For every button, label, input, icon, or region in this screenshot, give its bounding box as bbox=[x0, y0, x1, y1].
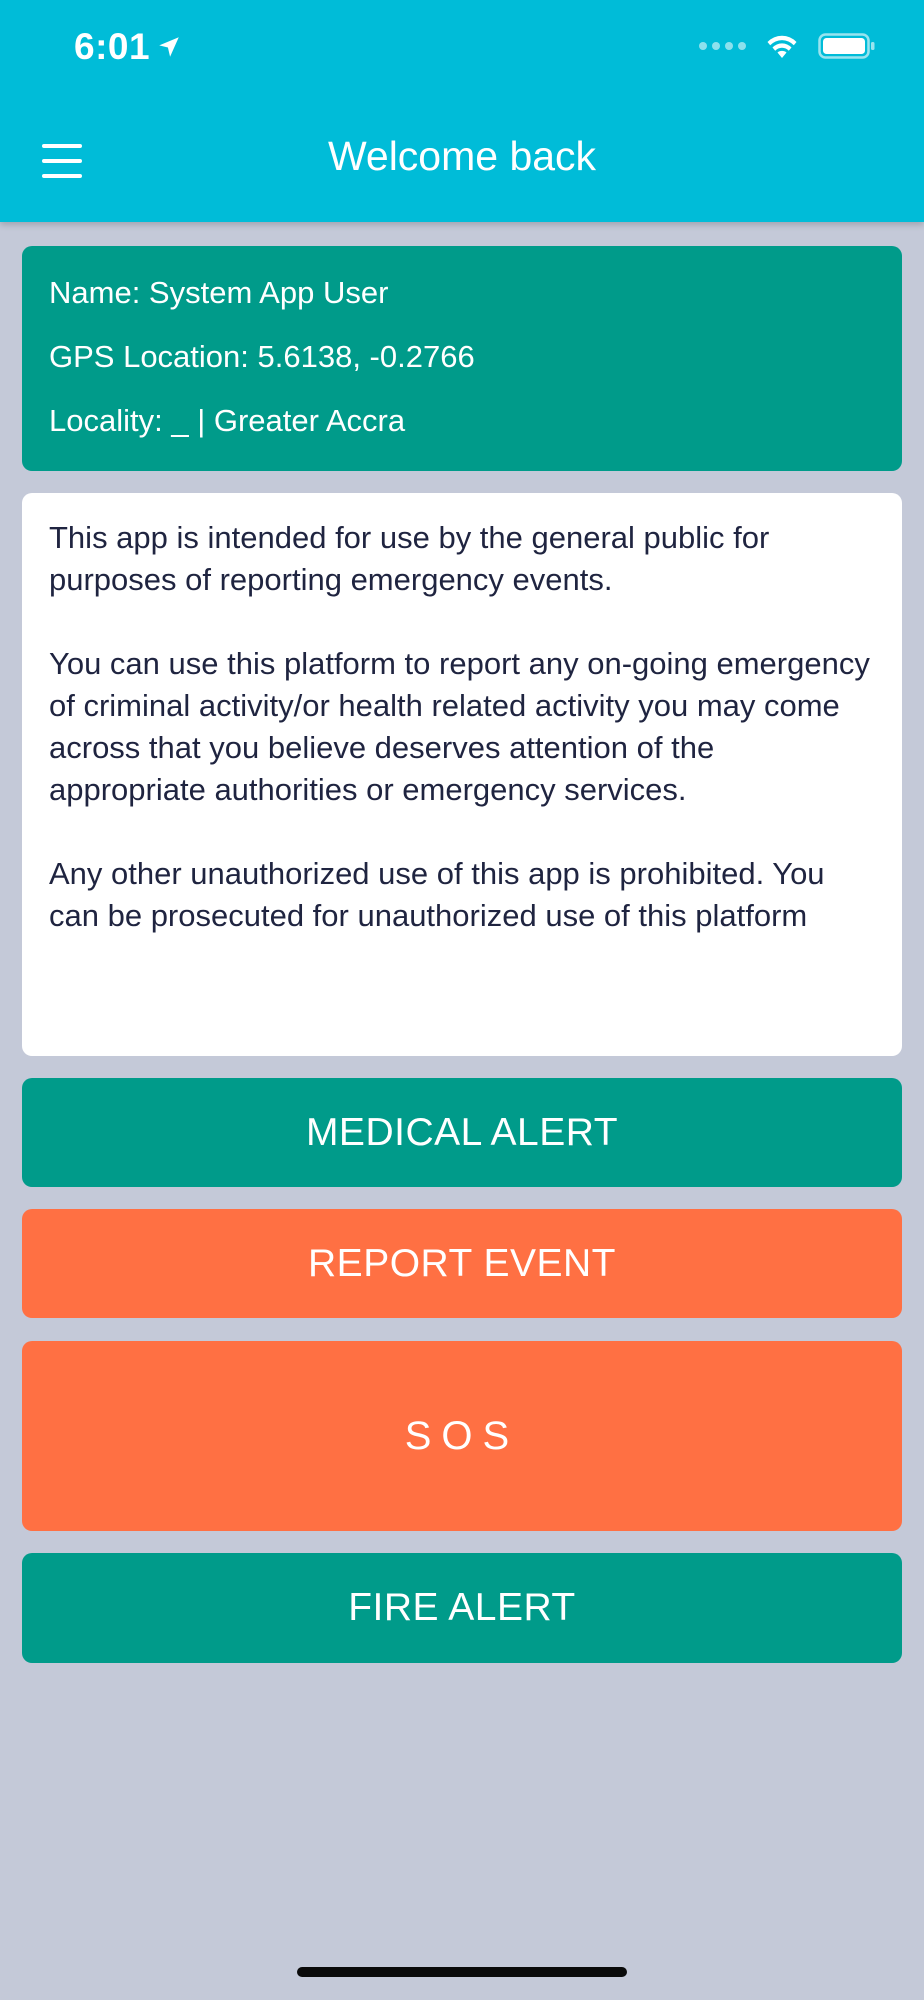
status-bar-icons bbox=[699, 32, 876, 60]
wifi-icon bbox=[764, 32, 800, 60]
notice-paragraph: Any other unauthorized use of this app is prohibited. You can be prosecuted for unauthorized use of this platform bbox=[49, 856, 825, 933]
location-arrow-icon bbox=[156, 34, 182, 60]
signal-dots-icon bbox=[699, 42, 746, 50]
page-title: Welcome back bbox=[327, 133, 597, 179]
fire-alert-button[interactable]: FIRE ALERT bbox=[22, 1553, 902, 1663]
medical-alert-button[interactable]: MEDICAL ALERT bbox=[22, 1078, 902, 1187]
sos-button[interactable]: SOS bbox=[22, 1341, 902, 1531]
status-time-text: 6:01 bbox=[74, 26, 151, 67]
app-header bbox=[0, 0, 924, 222]
user-name: Name: System App User bbox=[49, 275, 389, 310]
home-indicator[interactable] bbox=[297, 1967, 627, 1977]
gps-location: GPS Location: 5.6138, -0.2766 bbox=[49, 339, 475, 374]
status-bar-time bbox=[74, 26, 182, 68]
locality: Locality: _ | Greater Accra bbox=[49, 403, 406, 438]
user-info-card bbox=[22, 246, 902, 471]
report-event-button[interactable]: REPORT EVENT bbox=[22, 1209, 902, 1318]
usage-notice-card bbox=[22, 493, 902, 1056]
notice-paragraph: You can use this platform to report any on-going emergency of criminal activity/or health related activity you may come across that you believe deserves attention of the appropriate authorities or emergency services. bbox=[49, 646, 870, 807]
notice-paragraph: This app is intended for use by the general public for purposes of reporting emergency events. bbox=[49, 520, 770, 597]
battery-icon bbox=[818, 32, 876, 60]
